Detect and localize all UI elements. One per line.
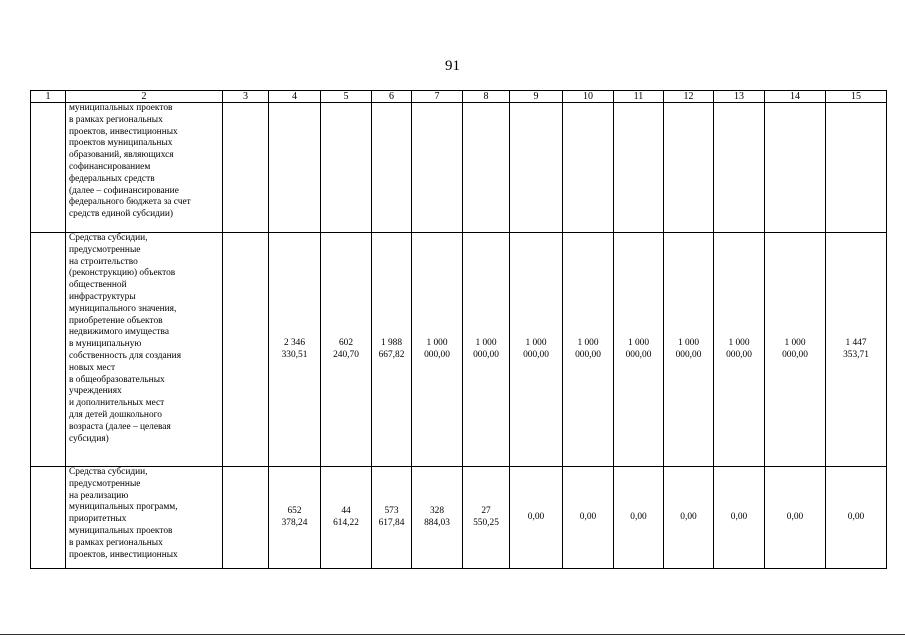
column-header: 5 [321, 91, 372, 103]
value-cell: 0,00 [614, 467, 664, 569]
row-index-cell [31, 103, 66, 233]
value-cell: 1 000 000,00 [412, 233, 463, 467]
value-cell: 1 000 000,00 [563, 233, 614, 467]
value-cell [412, 103, 463, 233]
page-edge-line [0, 634, 905, 635]
value-cell [321, 103, 372, 233]
value-cell [463, 103, 510, 233]
row-description: Средства субсидии, предусмотренные на строительство (реконструкцию) объектов общественной инфраструктуры муниципального значения, приобретение объектов недвижимого имущества в муниципальную собственность для создания новых мест в общеобразовательных учреждениях и дополнительных мест для детей дошкольного возраста (далее – целевая субсидия) [66, 233, 223, 467]
value-cell [269, 103, 321, 233]
column-header: 7 [412, 91, 463, 103]
value-cell: 1 000 000,00 [510, 233, 563, 467]
value-cell: 0,00 [563, 467, 614, 569]
value-cell: 1 000 000,00 [463, 233, 510, 467]
value-cell: 44 614,22 [321, 467, 372, 569]
value-cell: 27 550,25 [463, 467, 510, 569]
row-description: Средства субсидии, предусмотренные на реализацию муниципальных программ, приоритетных муниципальных проектов в рамках региональных проектов, инвестиционных [66, 467, 223, 569]
page-number: 91 [445, 58, 460, 74]
column-header: 13 [714, 91, 765, 103]
value-cell: 652 378,24 [269, 467, 321, 569]
value-cell [614, 103, 664, 233]
value-cell [223, 103, 269, 233]
column-header: 2 [66, 91, 223, 103]
value-cell [826, 103, 887, 233]
value-cell: 1 000 000,00 [765, 233, 826, 467]
value-cell [223, 467, 269, 569]
value-cell [563, 103, 614, 233]
value-cell: 0,00 [510, 467, 563, 569]
table-row [31, 233, 887, 467]
column-header: 10 [563, 91, 614, 103]
value-cell: 1 000 000,00 [614, 233, 664, 467]
value-cell [664, 103, 714, 233]
header-row [31, 91, 887, 103]
value-cell: 1 447 353,71 [826, 233, 887, 467]
value-cell: 1 988 667,82 [372, 233, 412, 467]
table-row [31, 103, 887, 233]
value-cell [714, 103, 765, 233]
value-cell: 602 240,70 [321, 233, 372, 467]
column-header: 9 [510, 91, 563, 103]
column-header: 3 [223, 91, 269, 103]
row-index-cell [31, 467, 66, 569]
value-cell: 0,00 [826, 467, 887, 569]
row-description: муниципальных проектов в рамках региональных проектов, инвестиционных проектов муниципальных образований, являющихся софинансированием федеральных средств (далее – софинансирование федерального бюджета за счет средств единой субсидии) [66, 103, 223, 233]
value-cell [510, 103, 563, 233]
value-cell: 1 000 000,00 [664, 233, 714, 467]
value-cell: 573 617,84 [372, 467, 412, 569]
column-header: 15 [826, 91, 887, 103]
column-header: 4 [269, 91, 321, 103]
value-cell: 1 000 000,00 [714, 233, 765, 467]
column-header: 14 [765, 91, 826, 103]
budget-table [30, 90, 887, 569]
column-header: 11 [614, 91, 664, 103]
column-header: 8 [463, 91, 510, 103]
row-index-cell [31, 233, 66, 467]
column-header: 6 [372, 91, 412, 103]
column-header: 1 [31, 91, 66, 103]
value-cell: 328 884,03 [412, 467, 463, 569]
value-cell [223, 233, 269, 467]
value-cell: 0,00 [714, 467, 765, 569]
value-cell: 0,00 [765, 467, 826, 569]
column-header: 12 [664, 91, 714, 103]
table-row [31, 467, 887, 569]
value-cell [372, 103, 412, 233]
value-cell: 2 346 330,51 [269, 233, 321, 467]
value-cell [765, 103, 826, 233]
value-cell: 0,00 [664, 467, 714, 569]
